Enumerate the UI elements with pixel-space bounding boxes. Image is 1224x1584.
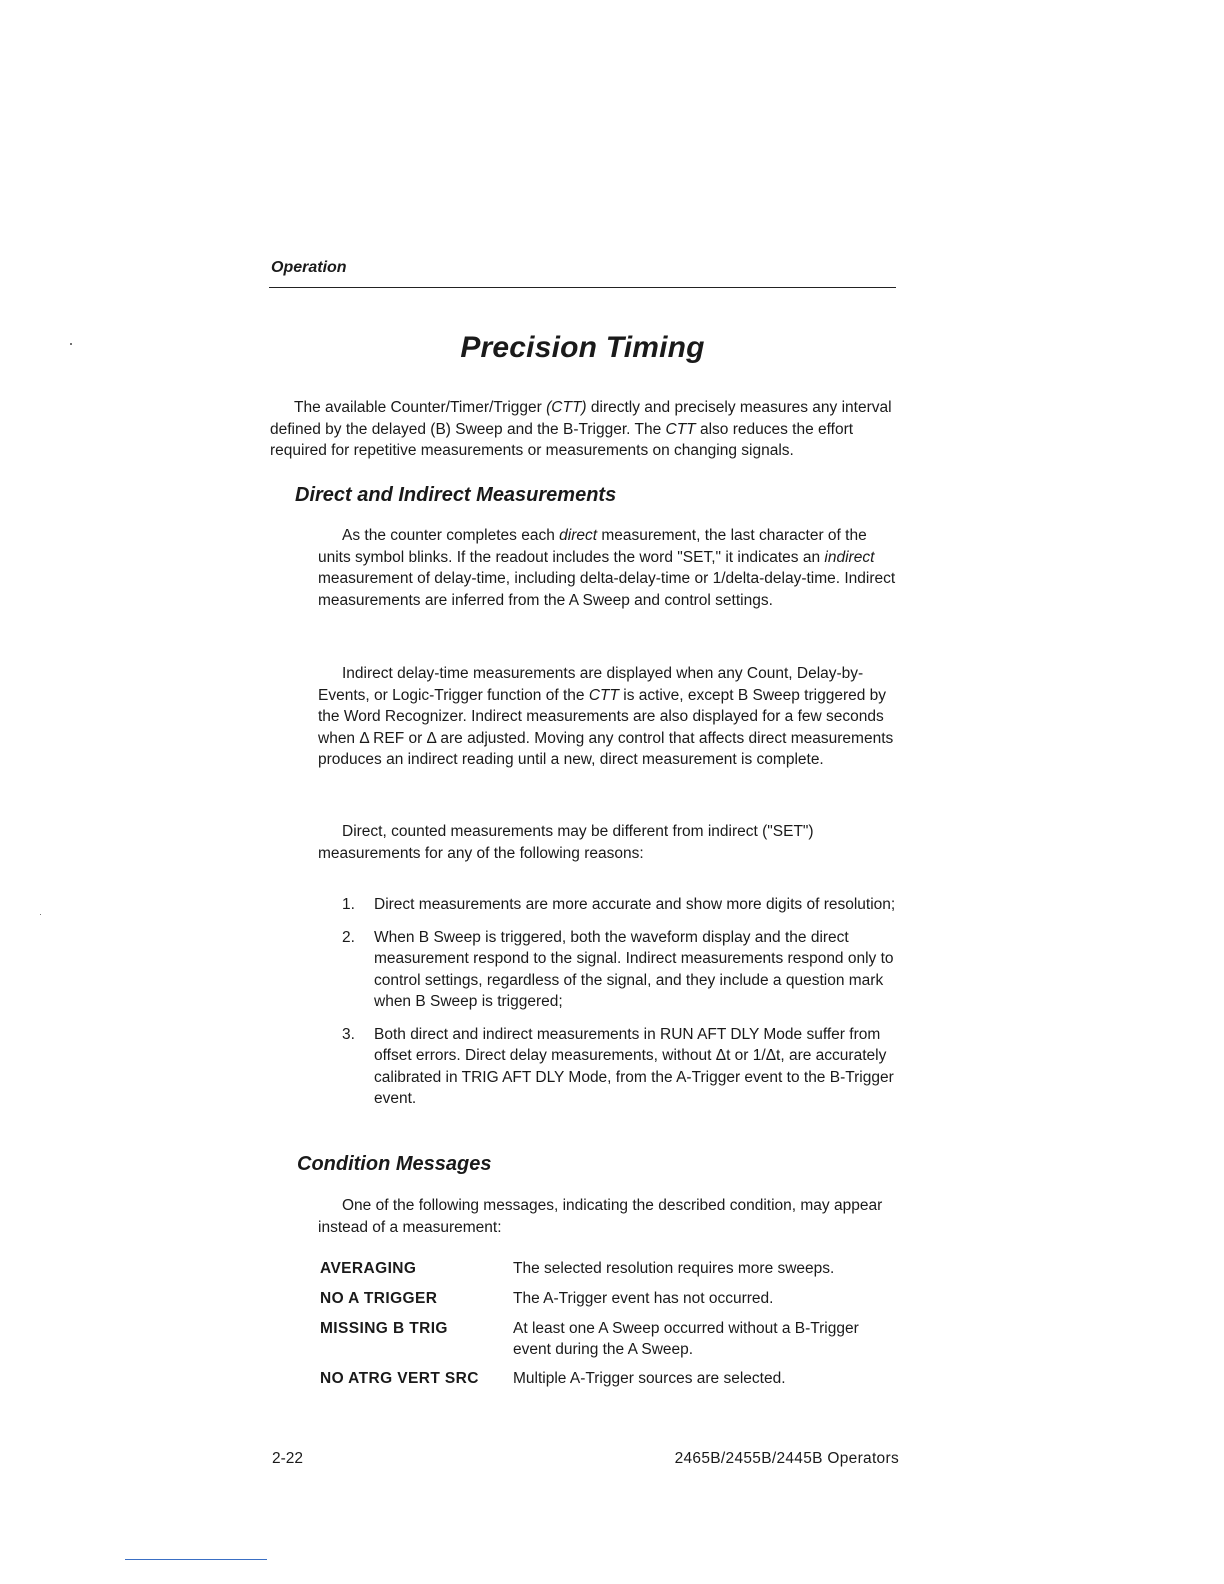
- condition-messages-heading: Condition Messages: [297, 1153, 492, 1175]
- scan-speck: [70, 343, 72, 345]
- ctt-abbrev: CTT: [665, 420, 696, 438]
- direct-indirect-heading: Direct and Indirect Measurements: [295, 484, 617, 506]
- section-label: Operation: [271, 259, 347, 276]
- list-item: [342, 1024, 898, 1110]
- ctt-abbrev: (CTT): [546, 399, 587, 416]
- list-number: 1.: [342, 896, 355, 913]
- list-number: 2.: [342, 928, 355, 946]
- table-row: [320, 1258, 880, 1288]
- list-item: [342, 894, 898, 916]
- document-name: 2465B/2455B/2445B Operators: [674, 1450, 899, 1467]
- direct-indirect-paragraph-1: As the counter completes each direct measurement, the last character of the units symbol blinks. If the readout includes the word "SET," it indicates an indirect measurement of delay-time, including delta-delay-time or 1/delta-delay-time. Indirect measurements are inferred from the A Sweep and control settings.: [318, 527, 896, 609]
- message-code: NO A TRIGGER: [320, 1290, 438, 1307]
- message-description: At least one A Sweep occurred without a B-Trigger event during the A Sweep.: [513, 1320, 859, 1358]
- reasons-list: [342, 894, 898, 1121]
- message-description: Multiple A-Trigger sources are selected.: [513, 1370, 786, 1387]
- list-text: Both direct and indirect measurements in RUN AFT DLY Mode suffer from offset errors. Direct delay measurements, without Δt or 1/Δt, are accurately calibrated in TRIG AFT DLY Mode, from the A-Trigger event to the B-Trigger event.: [374, 1025, 894, 1107]
- list-item: [342, 927, 898, 1013]
- message-code: AVERAGING: [320, 1260, 417, 1277]
- message-description: The A-Trigger event has not occurred.: [513, 1290, 774, 1307]
- intro-paragraph: The available Counter/Timer/Trigger (CTT) directly and precisely measures any interval defined by the delayed (B) Sweep and the B-Trigger. The CTT also reduces the effort required for repetitive measurements or measurements on changing signals.: [270, 399, 892, 459]
- message-code: MISSING B TRIG: [320, 1320, 448, 1337]
- list-text: When B Sweep is triggered, both the waveform display and the direct measurement respond to the signal. Indirect measurements respond only to control settings, regardless of the signal, and they include a question mark when B Sweep is triggered;: [374, 928, 894, 1010]
- page-number: 2-22: [272, 1450, 304, 1467]
- table-row: [320, 1318, 880, 1368]
- condition-messages-intro: One of the following messages, indicating the described condition, may appear instead of a measurement:: [318, 1197, 883, 1236]
- direct-indirect-paragraph-2: Indirect delay-time measurements are displayed when any Count, Delay-by-Events, or Logic-Trigger function of the CTT is active, except B Sweep triggered by the Word Recognizer. Indirect measurements are also displayed for a few seconds when Δ REF or Δ are adjusted. Moving any control that affects direct measurements produces an indirect reading until a new, direct measurement is complete.: [318, 665, 894, 768]
- condition-messages-table: [320, 1258, 880, 1389]
- direct-indirect-paragraph-3: Direct, counted measurements may be different from indirect ("SET") measurements for any of the following reasons:: [318, 823, 814, 862]
- list-number: 3.: [342, 1025, 355, 1043]
- page-title: Precision Timing: [460, 331, 705, 364]
- table-row: [320, 1368, 880, 1389]
- list-text: Direct measurements are more accurate and show more digits of resolution;: [374, 896, 896, 913]
- message-code: NO ATRG VERT SRC: [320, 1370, 479, 1387]
- header-rule: [269, 287, 896, 288]
- scan-speck: [40, 914, 41, 915]
- bottom-rule: [125, 1559, 267, 1560]
- table-row: [320, 1288, 880, 1318]
- message-description: The selected resolution requires more sweeps.: [513, 1260, 835, 1277]
